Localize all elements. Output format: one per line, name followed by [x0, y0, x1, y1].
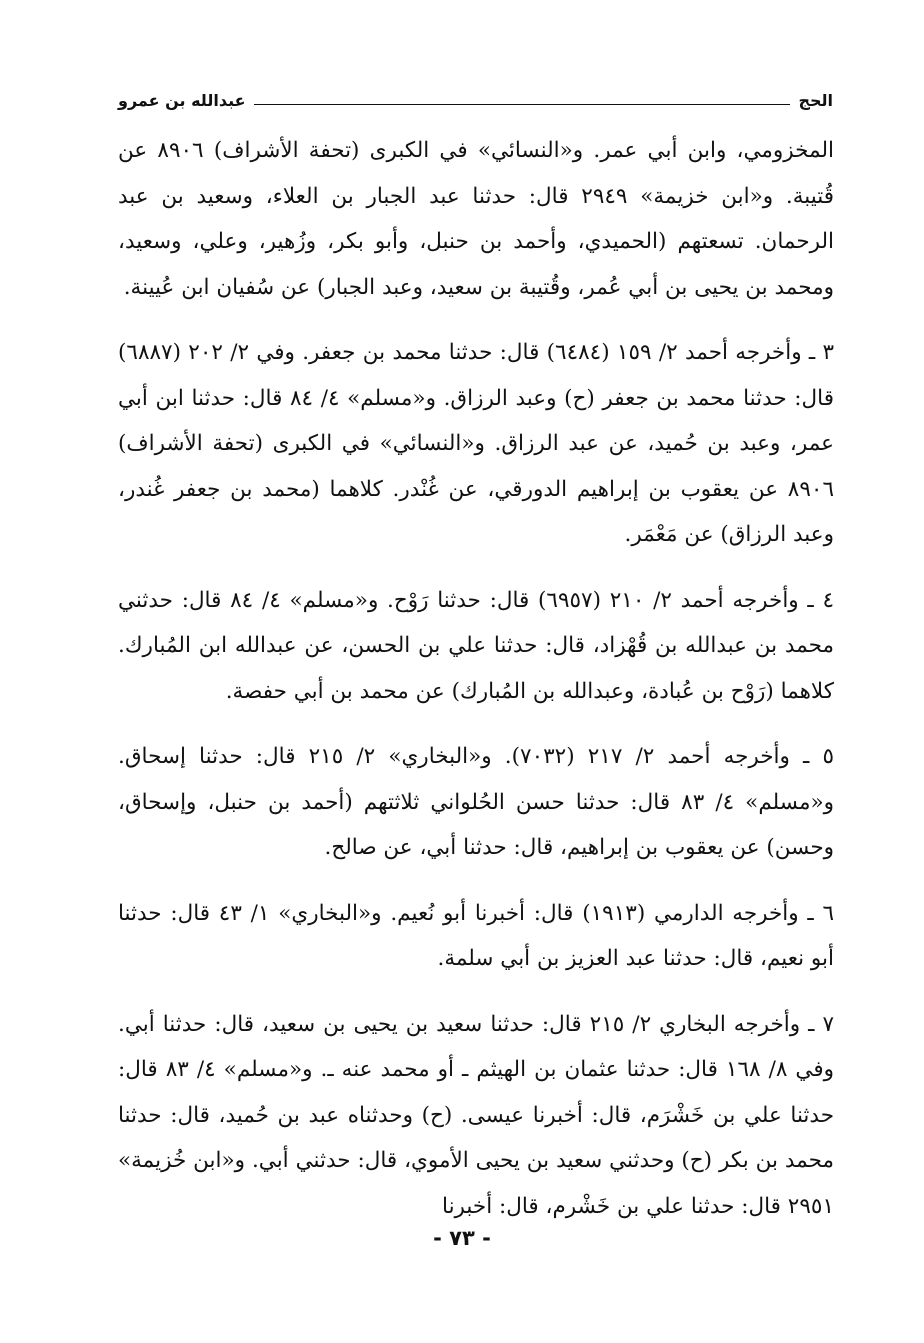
- paragraph-5: ٥ ـ وأخرجه أحمد ٢/ ٢١٧ (٧٠٣٢). و«البخاري» ٢/ ٢١٥ قال: حدثنا إسحاق. و«مسلم» ٤/ ٨٣ قال: حدثنا حسن الحُلواني ثلاثتهم (أحمد بن حنبل، وإسحاق، وحسن) عن يعقوب بن إبراهيم، قال: حدثنا أبي، عن صالح.: [118, 744, 835, 860]
- paragraph-6: ٦ ـ وأخرجه الدارمي (١٩١٣) قال: أخبرنا أبو نُعيم. و«البخاري» ١/ ٤٣ قال: حدثنا أبو نعيم، قال: حدثنا عبد العزيز بن أبي سلمة.: [118, 900, 834, 971]
- running-header: [118, 86, 833, 114]
- header-chapter-title: الحج: [798, 90, 833, 110]
- page-number: - ٧٣ -: [433, 1226, 491, 1250]
- header-rule: [254, 104, 791, 105]
- paragraph-7: ٧ ـ وأخرجه البخاري ٢/ ٢١٥ قال: حدثنا سعيد بن يحيى بن سعيد، قال: حدثنا أبي. وفي ٨/ ١٦٨ قال: حدثنا عثمان بن الهيثم ـ أو محمد عنه ـ. و«مسلم» ٤/ ٨٣ قال: حدثنا علي بن خَشْرَم، قال: أخبرنا عيسى. (ح) وحدثناه عبد بن حُميد، قال: حدثنا محمد بن بكر (ح) وحدثني سعيد بن يحيى الأموي، قال: حدثني أبي. و«ابن خُزيمة» ٢٩٥١ قال: حدثنا علي بن خَشْرم، قال: أخبرنا: [118, 1011, 835, 1219]
- page-body: [118, 128, 834, 1249]
- paragraph-continuation: المخزومي، وابن أبي عمر. و«النسائي» في الكبرى (تحفة الأشراف) ٨٩٠٦ عن قُتيبة. و«ابن خزيمة» ٢٩٤٩ قال: حدثنا عبد الجبار بن العلاء، وسعيد بن عبد الرحمان. تسعتهم (الحميدي، وأحمد بن حنبل، وأبو بكر، وزُهير، وعلي، وسعيد، ومحمد بن يحيى بن أبي عُمر، وقُتيبة بن سعيد، وعبد الجبار) عن سُفيان ابن عُيينة.: [118, 138, 835, 300]
- paragraph-3: ٣ ـ وأخرجه أحمد ٢/ ١٥٩ (٦٤٨٤) قال: حدثنا محمد بن جعفر. وفي ٢/ ٢٠٢ (٦٨٨٧) قال: حدثنا محمد بن جعفر (ح) وعبد الرزاق. و«مسلم» ٤/ ٨٤ قال: حدثنا ابن أبي عمر، وعبد بن حُميد، عن عبد الرزاق. و«النسائي» في الكبرى (تحفة الأشراف) ٨٩٠٦ عن يعقوب بن إبراهيم الدورقي، عن غُنْدر. كلاهما (محمد بن جعفر غُندر، وعبد الرزاق) عن مَعْمَر.: [118, 340, 835, 547]
- paragraph-4: ٤ ـ وأخرجه أحمد ٢/ ٢١٠ (٦٩٥٧) قال: حدثنا رَوْح. و«مسلم» ٤/ ٨٤ قال: حدثني محمد بن عبدالله بن قُهْزاد، قال: حدثنا علي بن الحسن، عن عبدالله ابن المُبارك. كلاهما (رَوْح بن عُبادة، وعبدالله بن المُبارك) عن محمد بن أبي حفصة.: [118, 587, 834, 704]
- header-section-title: عبدالله بن عمرو: [118, 90, 246, 110]
